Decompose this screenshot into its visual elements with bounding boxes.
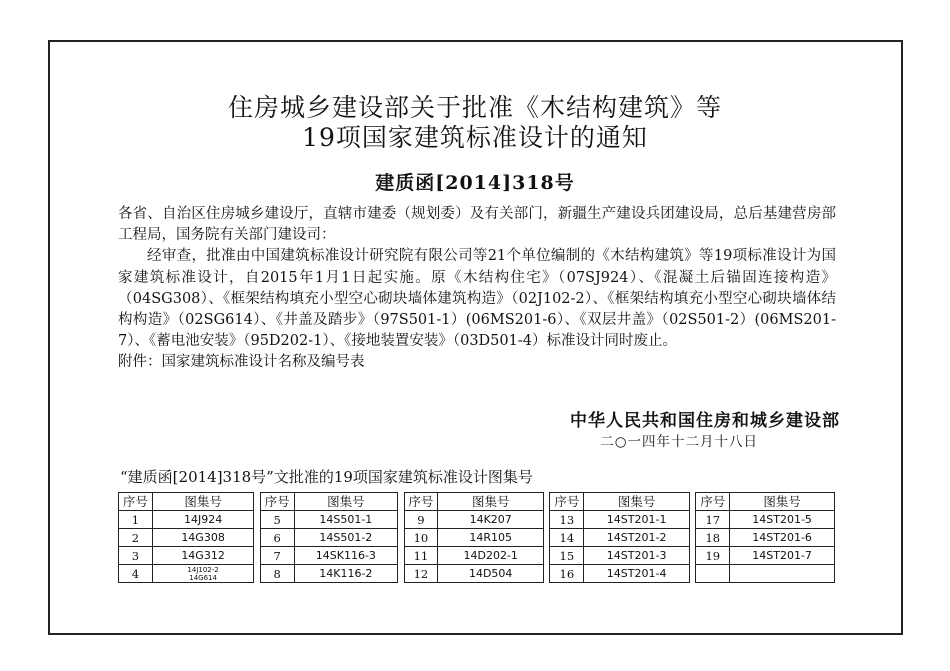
atlas-code: 14ST201-3 (584, 547, 690, 565)
notice-body (118, 204, 836, 374)
header-no: 序号 (696, 493, 730, 511)
atlas-code: 14S501-2 (294, 529, 398, 547)
atlas-code: 14R105 (438, 529, 544, 547)
table-row (119, 529, 835, 547)
document-number: 建质函[2014]318号 (375, 172, 575, 194)
atlas-code-b: 14G614 (189, 573, 217, 582)
row-number: 16 (550, 565, 584, 583)
title-line-2: 19项国家建筑标准设计的通知 (302, 123, 648, 152)
table-header-row (119, 493, 835, 511)
atlas-code: 14ST201-6 (730, 529, 835, 547)
addressee-paragraph: 各省、自治区住房城乡建设厅，直辖市建委（规划委）及有关部门，新疆生产建设兵团建设局，总后基建营房部工程局，国务院有关部门建设司： (118, 206, 836, 244)
header-code: 图集号 (294, 493, 398, 511)
atlas-code: 14ST201-1 (584, 511, 690, 529)
row-number: 5 (260, 511, 294, 529)
row-number: 12 (404, 565, 438, 583)
row-number: 6 (260, 529, 294, 547)
table-row (119, 565, 835, 583)
atlas-code: 14G312 (152, 547, 254, 565)
atlas-code: 14ST201-5 (730, 511, 835, 529)
row-number: 18 (696, 529, 730, 547)
header-no: 序号 (550, 493, 584, 511)
title-line-1: 住房城乡建设部关于批准《木结构建筑》等 (227, 93, 722, 122)
row-number: 19 (696, 547, 730, 565)
notice-title (0, 93, 950, 153)
header-code: 图集号 (438, 493, 544, 511)
row-number: 17 (696, 511, 730, 529)
header-no: 序号 (260, 493, 294, 511)
atlas-code: 14G308 (152, 529, 254, 547)
row-number: 14 (550, 529, 584, 547)
table-row (119, 511, 835, 529)
signature-organization: 中华人民共和国住房和城乡建设部 (570, 411, 840, 431)
table-row (119, 547, 835, 565)
approval-paragraph: 经审查，批准由中国建筑标准设计研究院有限公司等21个单位编制的《木结构建筑》等19项标准设计为国家建筑标准设计，自2015年1月1日起实施。原《木结构住宅》（07SJ924）、《混凝土后锚固连接构造》（04SG308）、《框架结构填充小型空心砌块墙体建筑构造》（02J102-2）、《框架结构填充小型空心砌块墙体结构构造》（02SG614）、《井盖及踏步》（97S501-1）(06MS201-6）、《双层井盖》（02S501-2）(06MS201-7）、《蓄电池安装》（95D202-1）、《接地装置安装》（03D501-4）标准设计同时废止。 (118, 248, 836, 350)
row-number: 13 (550, 511, 584, 529)
row-number: 15 (550, 547, 584, 565)
atlas-code: 14D504 (438, 565, 544, 583)
atlas-code: 14ST201-2 (584, 529, 690, 547)
header-code: 图集号 (152, 493, 254, 511)
row-number: 9 (404, 511, 438, 529)
attachment-line: 附件：国家建筑标准设计名称及编号表 (118, 354, 365, 371)
row-number: 7 (260, 547, 294, 565)
row-number: 1 (119, 511, 153, 529)
atlas-code: 14J924 (152, 511, 254, 529)
row-number: 2 (119, 529, 153, 547)
row-number: 4 (119, 565, 153, 583)
atlas-code: 14ST201-7 (730, 547, 835, 565)
row-number: 8 (260, 565, 294, 583)
header-code: 图集号 (584, 493, 690, 511)
atlas-code (730, 565, 835, 583)
atlas-code: 14S501-1 (294, 511, 398, 529)
atlas-code: 14K116-2 (294, 565, 398, 583)
header-code: 图集号 (730, 493, 835, 511)
header-no: 序号 (404, 493, 438, 511)
atlas-code-a: 14J102-2 (187, 565, 219, 574)
atlas-code: 14SK116-3 (294, 547, 398, 565)
signature-date: 二○一四年十二月十八日 (600, 434, 758, 450)
row-number (696, 565, 730, 583)
atlas-code: 14K207 (438, 511, 544, 529)
row-number: 3 (119, 547, 153, 565)
atlas-code-double (152, 565, 254, 583)
header-no: 序号 (119, 493, 153, 511)
atlas-code: 14D202-1 (438, 547, 544, 565)
row-number: 10 (404, 529, 438, 547)
atlas-number-table (118, 492, 835, 583)
row-number: 11 (404, 547, 438, 565)
table-title: “建质函[2014]318号”文批准的19项国家建筑标准设计图集号 (120, 468, 533, 486)
atlas-code: 14ST201-4 (584, 565, 690, 583)
